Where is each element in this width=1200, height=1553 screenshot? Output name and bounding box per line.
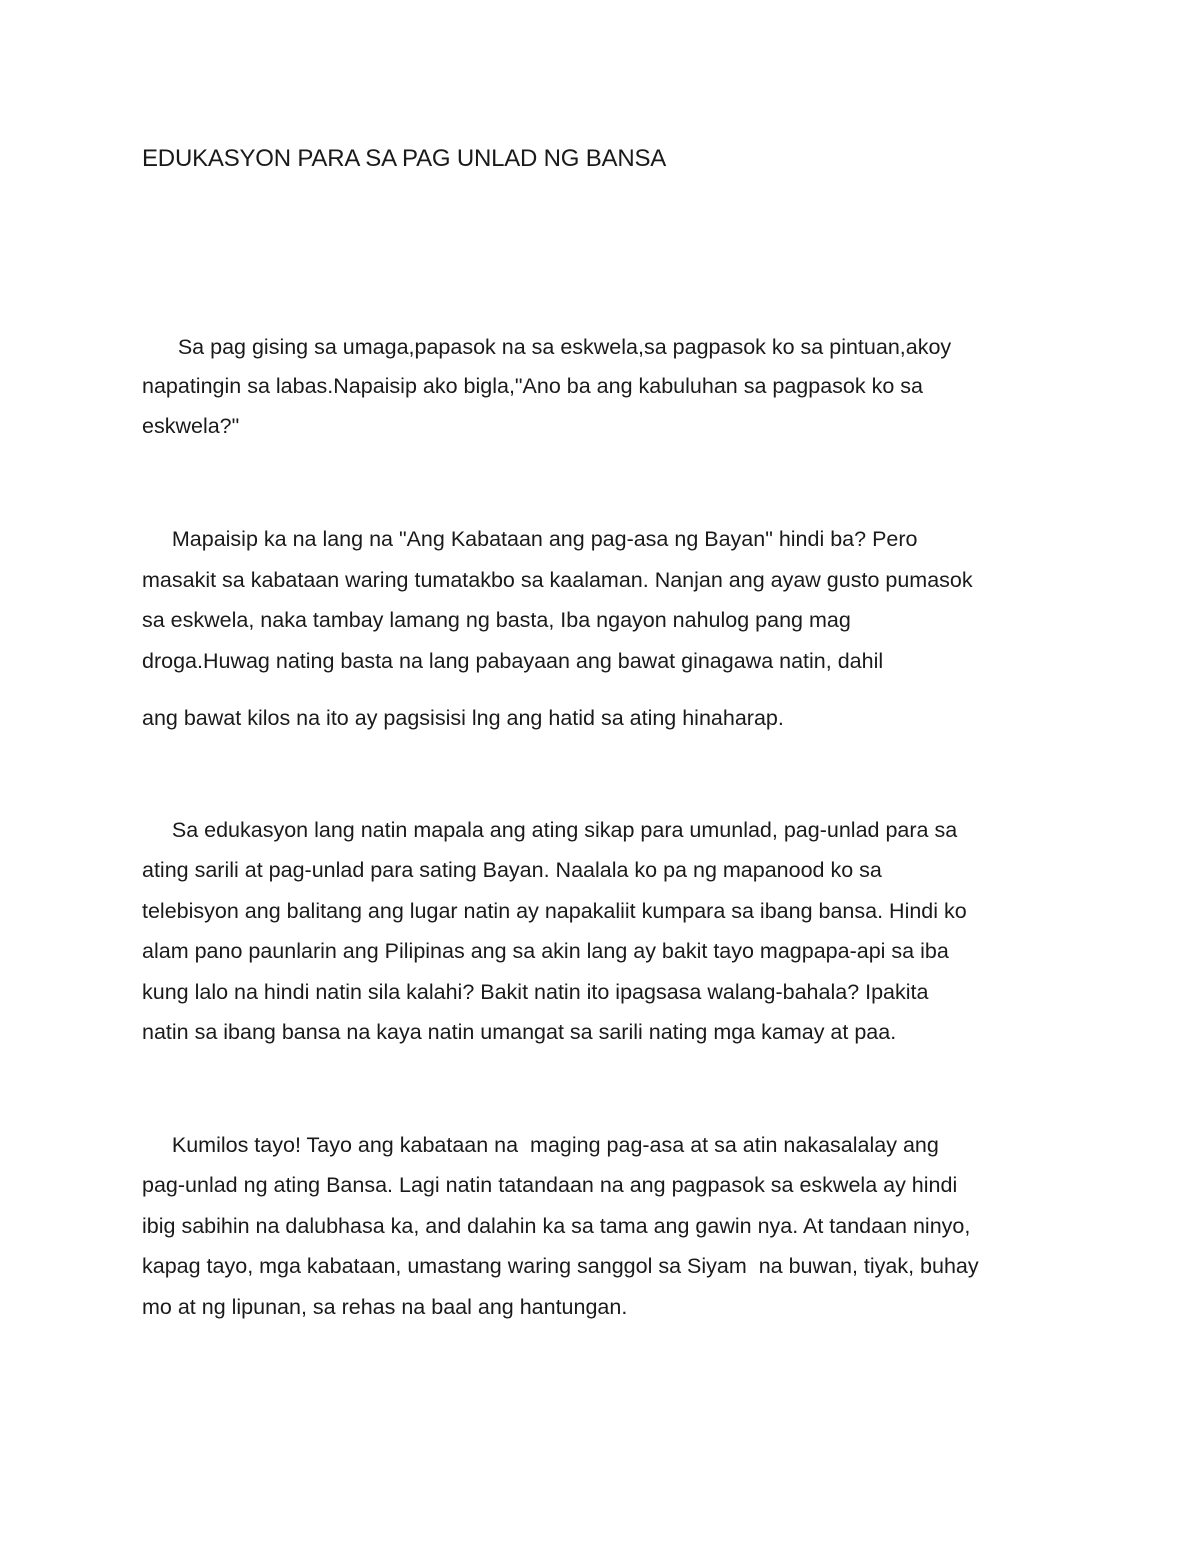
paragraph-2-line-2: masakit sa kabataan waring tumatakbo sa kaalaman. Nanjan ang ayaw gusto pumasok <box>142 568 973 592</box>
paragraph-4-line-4: kapag tayo, mga kabataan, umastang waring sanggol sa Siyam na buwan, tiyak, buhay <box>142 1254 979 1278</box>
paragraph-3-line-2: ating sarili at pag-unlad para sating Bayan. Naalala ko pa ng mapanood ko sa <box>142 858 882 882</box>
paragraph-3-line-1: Sa edukasyon lang natin mapala ang ating sikap para umunlad, pag-unlad para sa <box>142 818 958 842</box>
paragraph-2-line-4: droga.Huwag nating basta na lang pabayaan ang bawat ginagawa natin, dahil <box>142 649 884 673</box>
paragraph-3-line-6: natin sa ibang bansa na kaya natin umangat sa sarili nating mga kamay at paa. <box>142 1020 897 1044</box>
document-title: EDUKASYON PARA SA PAG UNLAD NG BANSA <box>142 145 667 172</box>
paragraph-1-line-3: eskwela?" <box>142 414 240 438</box>
paragraph-1-line-1: Sa pag gising sa umaga,papasok na sa eskwela,sa pagpasok ko sa pintuan,akoy <box>142 335 952 359</box>
paragraph-2-line-3: sa eskwela, naka tambay lamang ng basta, Iba ngayon nahulog pang mag <box>142 608 851 632</box>
paragraph-2-line-1: Mapaisip ka na lang na "Ang Kabataan ang pag-asa ng Bayan" hindi ba? Pero <box>142 527 918 551</box>
paragraph-4-line-2: pag-unlad ng ating Bansa. Lagi natin tatandaan na ang pagpasok sa eskwela ay hindi <box>142 1173 958 1197</box>
paragraph-4-line-1: Kumilos tayo! Tayo ang kabataan na maging pag-asa at sa atin nakasalalay ang <box>142 1133 939 1157</box>
paragraph-3-line-5: kung lalo na hindi natin sila kalahi? Bakit natin ito ipagsasa walang-bahala? Ipakita <box>142 980 929 1004</box>
paragraph-2-line-5: ang bawat kilos na ito ay pagsisisi lng ang hatid sa ating hinaharap. <box>142 706 784 730</box>
paragraph-3-line-4: alam pano paunlarin ang Pilipinas ang sa akin lang ay bakit tayo magpapa-api sa iba <box>142 939 949 963</box>
paragraph-4-line-3: ibig sabihin na dalubhasa ka, and dalahin ka sa tama ang gawin nya. At tandaan ninyo, <box>142 1214 971 1238</box>
paragraph-4-line-5: mo at ng lipunan, sa rehas na baal ang hantungan. <box>142 1295 628 1319</box>
paragraph-1-line-2: napatingin sa labas.Napaisip ako bigla,"Ano ba ang kabuluhan sa pagpasok ko sa <box>142 374 924 398</box>
paragraph-3-line-3: telebisyon ang balitang ang lugar natin ay napakaliit kumpara sa ibang bansa. Hindi ko <box>142 899 967 923</box>
